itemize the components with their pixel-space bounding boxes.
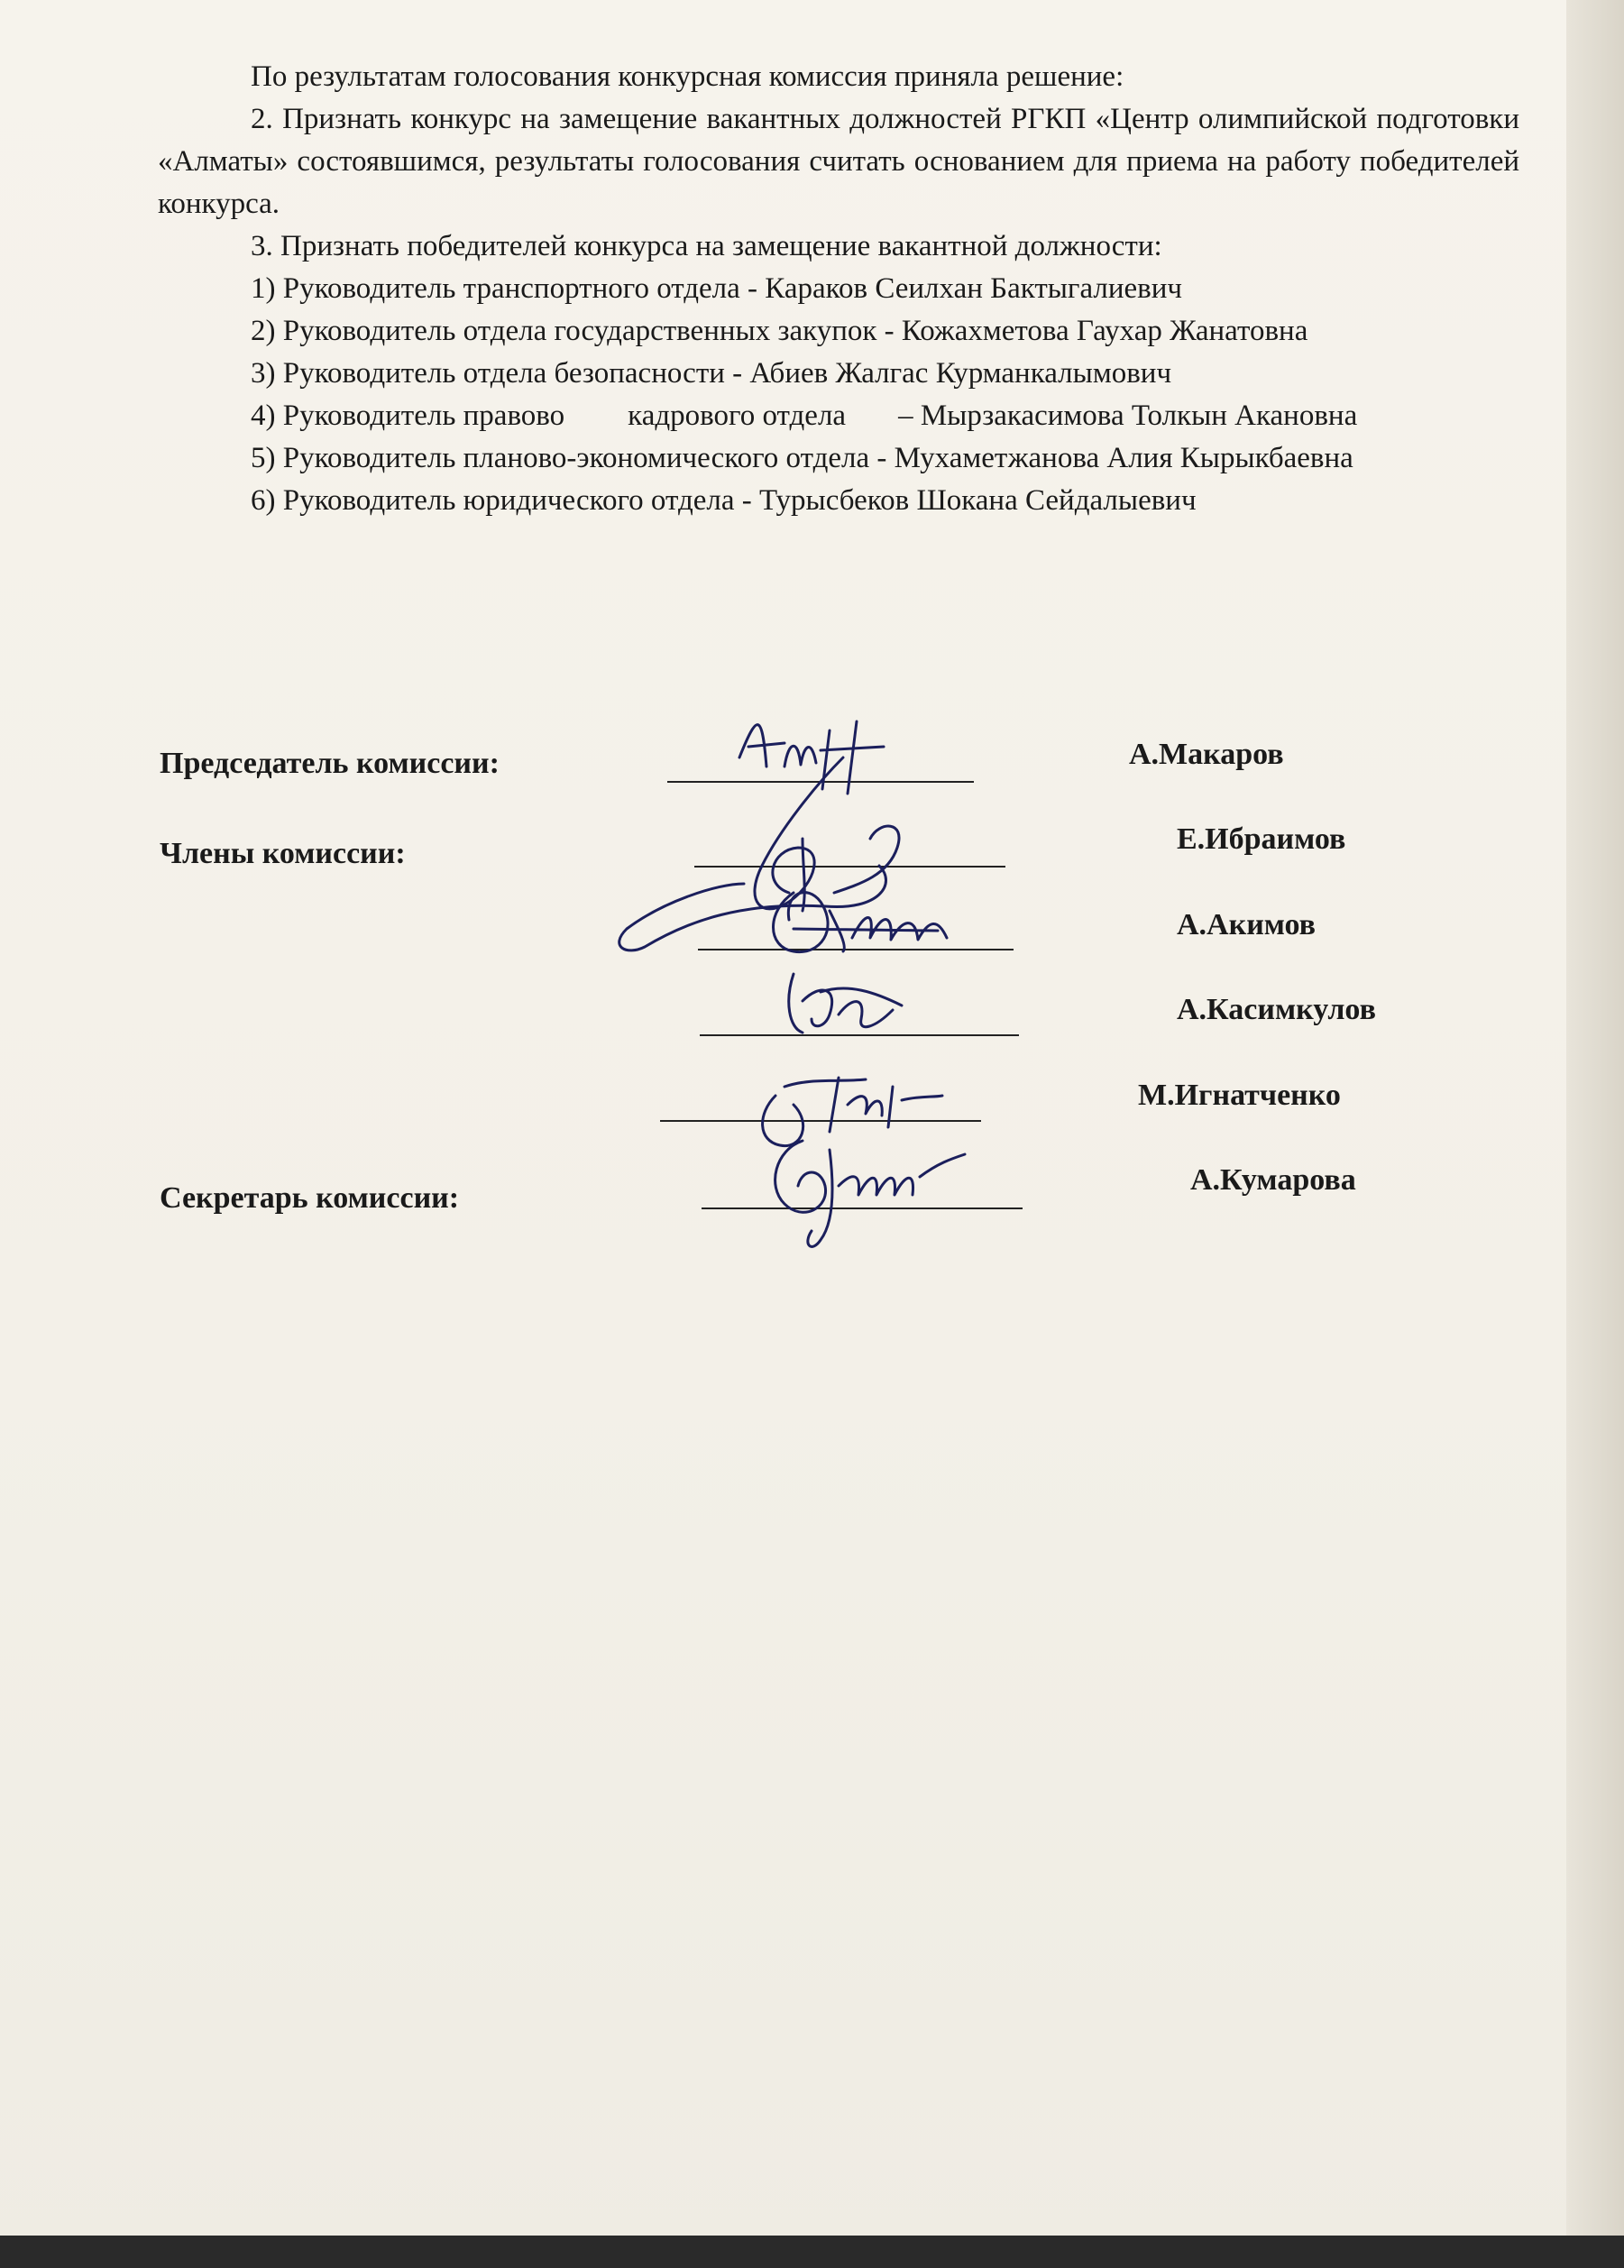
secretary-label: Секретарь комиссии: <box>160 1181 460 1215</box>
chairman-name: А.Макаров <box>1129 738 1284 771</box>
winner-3: 3) Руководитель отдела безопасности - Абиев Жалгас Курманкалымович <box>251 357 1172 390</box>
winner-4-middle: кадрового отдела <box>628 399 847 432</box>
winner-2: 2) Руководитель отдела государственных закупок - Кожахметова Гаухар Жанатовна <box>251 315 1308 347</box>
secretary-name: А.Кумарова <box>1190 1163 1356 1197</box>
members-label: Члены комиссии: <box>160 837 406 870</box>
member-4-name: М.Игнатченко <box>1138 1079 1341 1112</box>
winner-6: 6) Руководитель юридического отдела - Турысбеков Шокана Сейдалыевич <box>251 484 1197 517</box>
member-3-name: А.Касимкулов <box>1177 993 1376 1026</box>
member-1-name: Е.Ибраимов <box>1177 822 1346 856</box>
winner-1: 1) Руководитель транспортного отдела - Караков Сеилхан Бактыгалиевич <box>251 272 1183 305</box>
scan-bottom-border <box>0 2236 1624 2268</box>
paragraph-item-2: 2. Признать конкурс на замещение вакантных должностей РГКП «Центр олимпийской подготовки «Алматы» состоявшимся, результаты голосования считать основанием для приема на работу победителей конкурса. <box>158 103 1519 220</box>
secretary-signature <box>748 1123 983 1258</box>
winner-4-end: – Мырзакасимова Толкын Акановна <box>898 399 1358 432</box>
winner-4-start: 4) Руководитель правово <box>251 399 565 432</box>
member-3-signature <box>775 965 920 1046</box>
winner-5: 5) Руководитель планово-экономического отдела - Мухаметжанова Алия Кырыкбаевна <box>251 442 1353 474</box>
member-2-signature <box>757 875 974 965</box>
paragraph-item-3: 3. Признать победителей конкурса на замещение вакантной должности: <box>251 230 1162 262</box>
chairman-label: Председатель комиссии: <box>160 747 500 780</box>
paragraph-decision: По результатам голосования конкурсная комиссия приняла решение: <box>251 60 1124 93</box>
member-2-name: А.Акимов <box>1177 908 1317 941</box>
